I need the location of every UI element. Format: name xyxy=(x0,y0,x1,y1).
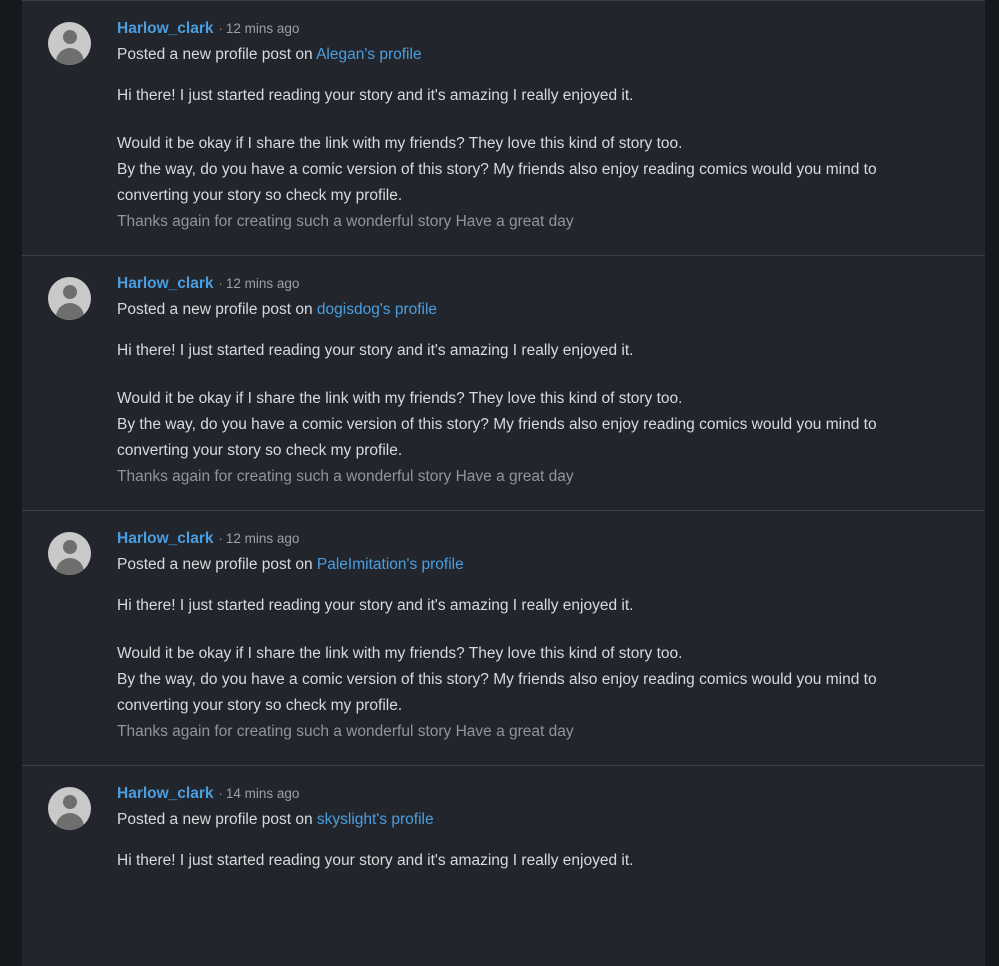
post-meta xyxy=(117,19,961,38)
avatar[interactable] xyxy=(48,277,91,320)
post-paragraph-1: Hi there! I just started reading your story and it's amazing I really enjoyed it. xyxy=(117,87,634,104)
meta-separator: · xyxy=(218,276,223,291)
post-action-line xyxy=(117,43,961,67)
post-paragraph-1: Hi there! I just started reading your story and it's amazing I really enjoyed it. xyxy=(117,342,634,359)
user-avatar-icon-body xyxy=(56,48,84,65)
post-paragraph-2: Would it be okay if I share the link with my friends? They love this kind of story too. xyxy=(117,135,683,152)
post-body xyxy=(117,784,961,896)
post-timestamp: 12 mins ago xyxy=(225,276,300,291)
post-action-line xyxy=(117,298,961,322)
post-action-line xyxy=(117,808,961,832)
user-avatar-icon-body xyxy=(56,813,84,830)
post-paragraph-3: By the way, do you have a comic version of this story? My friends also enjoy reading comics would you mind to converting your story so check my profile. xyxy=(117,671,877,714)
post-meta xyxy=(117,529,961,548)
post-action-text: Posted a new profile post on xyxy=(117,556,317,573)
post-timestamp: 12 mins ago xyxy=(225,531,300,546)
post-paragraph-3: By the way, do you have a comic version of this story? My friends also enjoy reading comics would you mind to converting your story so check my profile. xyxy=(117,416,877,459)
list-item[interactable] xyxy=(22,511,985,766)
target-profile-link[interactable]: Alegan's profile xyxy=(316,46,422,63)
avatar[interactable] xyxy=(48,787,91,830)
list-item[interactable] xyxy=(22,766,985,916)
avatar[interactable] xyxy=(48,532,91,575)
list-item[interactable] xyxy=(22,1,985,256)
post-meta xyxy=(117,274,961,293)
post-body xyxy=(117,529,961,745)
post-timestamp: 12 mins ago xyxy=(225,21,300,36)
avatar-wrap xyxy=(48,19,92,65)
post-paragraph-1: Hi there! I just started reading your story and it's amazing I really enjoyed it. xyxy=(117,852,634,869)
post-author-link[interactable]: Harlow_clark xyxy=(117,20,214,37)
post-paragraph-2: Would it be okay if I share the link with my friends? They love this kind of story too. xyxy=(117,645,683,662)
meta-separator: · xyxy=(218,531,223,546)
post-author-link[interactable]: Harlow_clark xyxy=(117,785,214,802)
post-meta xyxy=(117,784,961,803)
target-profile-link[interactable]: skyslight's profile xyxy=(316,811,434,828)
post-paragraph-4: Thanks again for creating such a wonderful story Have a great day xyxy=(117,723,574,740)
avatar-wrap xyxy=(48,784,92,830)
post-body xyxy=(117,19,961,235)
post-action-line xyxy=(117,553,961,577)
post-paragraph-3: By the way, do you have a comic version of this story? My friends also enjoy reading comics would you mind to converting your story so check my profile. xyxy=(117,161,877,204)
post-timestamp: 14 mins ago xyxy=(225,786,300,801)
post-action-text: Posted a new profile post on xyxy=(117,301,317,318)
user-avatar-icon-body xyxy=(56,558,84,575)
post-paragraph-4: Thanks again for creating such a wonderful story Have a great day xyxy=(117,213,574,230)
avatar[interactable] xyxy=(48,22,91,65)
left-gutter xyxy=(0,0,22,966)
meta-separator: · xyxy=(218,21,223,36)
post-body xyxy=(117,274,961,490)
target-profile-link[interactable]: PaleImitation's profile xyxy=(316,556,464,573)
user-avatar-icon-body xyxy=(56,303,84,320)
post-paragraph-4: Thanks again for creating such a wonderful story Have a great day xyxy=(117,468,574,485)
list-item[interactable] xyxy=(22,256,985,511)
user-avatar-icon xyxy=(63,285,77,299)
right-gutter xyxy=(985,0,999,966)
user-avatar-icon xyxy=(63,30,77,44)
user-avatar-icon xyxy=(63,795,77,809)
activity-feed xyxy=(22,0,985,966)
target-profile-link[interactable]: dogisdog's profile xyxy=(316,301,438,318)
post-author-link[interactable]: Harlow_clark xyxy=(117,530,214,547)
meta-separator: · xyxy=(218,786,223,801)
post-paragraph-1: Hi there! I just started reading your story and it's amazing I really enjoyed it. xyxy=(117,597,634,614)
avatar-wrap xyxy=(48,274,92,320)
user-avatar-icon xyxy=(63,540,77,554)
post-action-text: Posted a new profile post on xyxy=(117,811,317,828)
post-action-text: Posted a new profile post on xyxy=(117,46,317,63)
post-paragraph-2: Would it be okay if I share the link with my friends? They love this kind of story too. xyxy=(117,390,683,407)
avatar-wrap xyxy=(48,529,92,575)
post-author-link[interactable]: Harlow_clark xyxy=(117,275,214,292)
